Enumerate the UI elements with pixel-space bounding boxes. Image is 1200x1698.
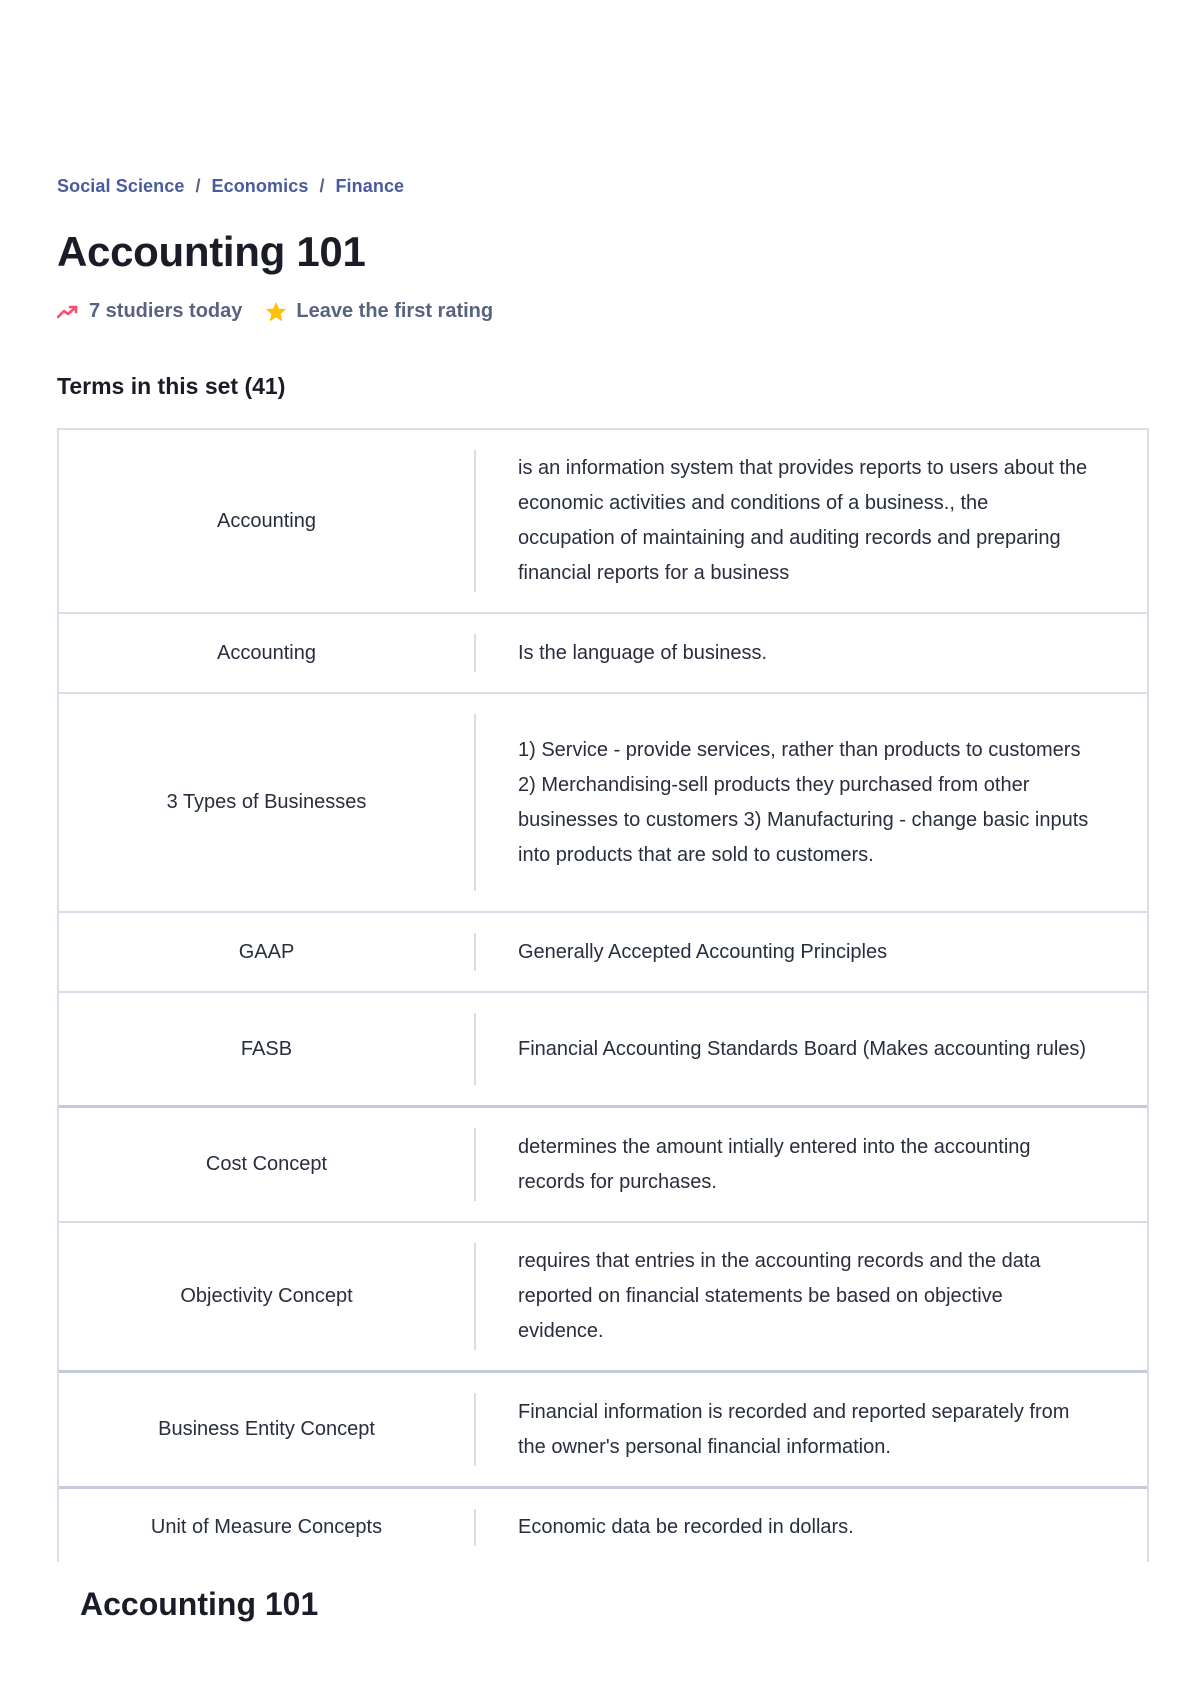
definition-text: Is the language of business. bbox=[518, 641, 768, 664]
definition-text: Financial Accounting Standards Board (Makes accounting rules) bbox=[518, 1037, 1087, 1060]
term-row[interactable] bbox=[59, 612, 1147, 692]
term-text: 3 Types of Businesses bbox=[166, 791, 367, 813]
term-text: Objectivity Concept bbox=[180, 1285, 353, 1307]
term-row[interactable] bbox=[59, 1221, 1147, 1370]
term-row[interactable] bbox=[59, 428, 1147, 612]
definition-text: 1) Service - provide services, rather than products to customers 2) Merchandising-sell products they purchased from other businesses to customers 3) Manufacturing - change basic inputs into products that are sold to customers. bbox=[518, 738, 1089, 866]
breadcrumb-item-economics[interactable]: Economics bbox=[211, 176, 309, 196]
breadcrumb-separator: / bbox=[319, 176, 325, 196]
term-text: FASB bbox=[240, 1037, 293, 1060]
term-row[interactable] bbox=[59, 1486, 1147, 1562]
studiers-count: 7 studiers today bbox=[89, 300, 243, 322]
definition-text: requires that entries in the accounting records and the data reported on financial statements be based on objective evidence. bbox=[518, 1250, 1041, 1342]
term-text: Accounting bbox=[217, 509, 316, 532]
definition-text: is an information system that provides reports to users about the economic activities and conditions of a business., the occupation of maintaining and auditing records and preparing financial reports for a business bbox=[518, 457, 1088, 584]
set-stats bbox=[57, 300, 493, 323]
studiers-stat bbox=[57, 300, 242, 323]
breadcrumb-item-social-science[interactable]: Social Science bbox=[57, 176, 185, 196]
breadcrumb bbox=[57, 176, 404, 197]
breadcrumb-item-finance[interactable]: Finance bbox=[335, 176, 405, 196]
page-title: Accounting 101 bbox=[57, 228, 366, 275]
breadcrumb-separator: / bbox=[195, 176, 201, 196]
leave-rating-link[interactable]: Leave the first rating bbox=[296, 300, 494, 322]
definition-text: Generally Accepted Accounting Principles bbox=[518, 940, 888, 963]
term-text: Cost Concept bbox=[205, 1153, 328, 1175]
footer-title: Accounting 101 bbox=[80, 1586, 319, 1622]
term-row[interactable] bbox=[59, 1105, 1147, 1221]
term-text: Accounting bbox=[217, 641, 316, 664]
trending-up-icon bbox=[57, 305, 79, 319]
term-text: Unit of Measure Concepts bbox=[150, 1516, 383, 1538]
term-row[interactable] bbox=[59, 692, 1147, 911]
definition-text: Economic data be recorded in dollars. bbox=[518, 1516, 854, 1538]
terms-table bbox=[57, 428, 1149, 1562]
terms-heading: Terms in this set (41) bbox=[57, 373, 286, 399]
definition-text: Financial information is recorded and reported separately from the owner's personal financial information. bbox=[518, 1400, 1070, 1458]
term-row[interactable] bbox=[59, 911, 1147, 991]
star-icon bbox=[266, 302, 286, 321]
term-row[interactable] bbox=[59, 1370, 1147, 1486]
rating-stat[interactable] bbox=[266, 300, 493, 323]
term-text: GAAP bbox=[238, 940, 295, 963]
term-text: Business Entity Concept bbox=[158, 1418, 375, 1440]
term-row[interactable] bbox=[59, 991, 1147, 1105]
definition-text: determines the amount intially entered into the accounting records for purchases. bbox=[518, 1135, 1031, 1193]
